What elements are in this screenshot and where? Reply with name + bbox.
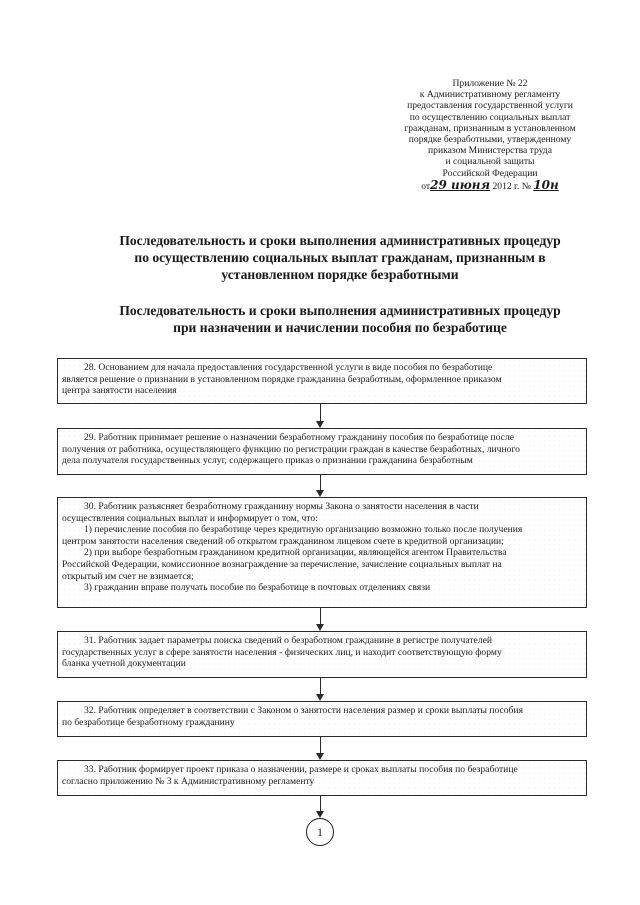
appendix-line: Российской Федерации	[442, 167, 538, 179]
step-line: дела получателя государственных услуг, содержащего приказ о признании гражданина безработным	[62, 455, 473, 467]
appendix-header	[370, 78, 610, 192]
flow-connector	[320, 404, 321, 421]
step-line: центра занятости населения	[62, 385, 177, 397]
arrow-down-icon	[316, 753, 324, 760]
flow-step-30	[57, 497, 587, 608]
date-prefix: от	[421, 180, 431, 192]
appendix-line: и социальной защиты	[445, 156, 535, 168]
handwritten-number: 10н	[533, 177, 559, 192]
flow-connector	[320, 608, 321, 624]
appendix-line: порядке безработными, утвержденному	[408, 134, 572, 146]
title-main	[60, 232, 620, 283]
arrow-down-icon	[316, 624, 324, 631]
flow-step-32	[57, 701, 587, 737]
step-line: центром занятости населения сведений об открытом гражданином лицевом счете в кредитной организации;	[62, 535, 504, 547]
title-sub	[60, 302, 620, 336]
step-line: Российской Федерации, комиссионное вознаграждение за перечисление, зачисление социальных выплат на	[62, 558, 502, 570]
flow-step-28	[57, 358, 587, 404]
flow-connector	[320, 475, 321, 490]
title-line: установленном порядке безработными	[221, 267, 459, 282]
step-line: бланка учетной документации	[62, 658, 186, 670]
step-line: 30. Работник разъясняет безработному гражданину нормы Закона о занятости населения в части	[84, 501, 479, 512]
appendix-date-line	[370, 177, 610, 192]
appendix-line: Приложение № 22	[452, 78, 528, 89]
title-line: при назначении и начислении пособия по безработице	[173, 320, 507, 335]
step-line: по безработице безработному гражданину	[62, 716, 235, 728]
step-line: 28. Основанием для начала предоставления государственной услуги в виде пособия по безработице	[84, 362, 493, 373]
flow-step-31	[57, 631, 587, 678]
flow-connector	[320, 737, 321, 753]
step-line: получения от работника, осуществляющего функцию по регистрации граждан в качестве безработных, личного	[62, 443, 520, 455]
appendix-line: гражданам, признанным в установленном	[404, 122, 576, 134]
flow-step-29	[57, 428, 587, 475]
title-line: Последовательность и сроки выполнения административных процедур	[119, 303, 561, 318]
appendix-line: приказом Министерства труда	[428, 145, 552, 157]
step-line: 33. Работник формирует проект приказа о назначении, размере и сроках выплаты пособия по безработице	[84, 764, 518, 775]
step-line: государственных услуг в сфере занятости населения - физических лиц, и находит соответствующую форму	[62, 646, 502, 658]
flow-step-33	[57, 760, 587, 796]
page-connector	[306, 818, 334, 846]
step-line: 29. Работник принимает решение о назначении безработному гражданину пособия по безработице после	[84, 432, 514, 443]
step-line: 3) гражданин вправе получать пособие по безработице в почтовых отделениях связи	[84, 582, 431, 594]
arrow-down-icon	[316, 811, 324, 818]
arrow-down-icon	[316, 421, 324, 428]
flow-connector	[320, 678, 321, 694]
title-line: по осуществлению социальных выплат гражданам, признанным в	[134, 250, 546, 265]
page-connector-label: 1	[317, 824, 323, 839]
step-line: 32. Работник определяет в соответствии с Законом о занятости населения размер и сроки выплаты пособия	[84, 705, 523, 716]
step-line: 2) при выборе безработным гражданином кредитной организации, являющейся агентом Правительства	[84, 547, 507, 559]
step-line: является решение о признании в установленном порядке гражданина безработным, оформленное приказом	[62, 373, 502, 385]
title-line: Последовательность и сроки выполнения административных процедур	[119, 233, 561, 248]
appendix-line: к Административному регламенту	[419, 89, 561, 101]
arrow-down-icon	[316, 490, 324, 497]
appendix-line: по осуществлению социальных выплат	[409, 111, 571, 123]
step-line: открытый им счет не взимается;	[62, 570, 194, 582]
arrow-down-icon	[316, 694, 324, 701]
step-line: 1) перечисление пособия по безработице через кредитную организацию возможно только после получения	[84, 524, 523, 536]
step-line: 31. Работник задает параметры поиска сведений о безработном гражданине в регистре получателей	[84, 635, 492, 646]
flow-connector	[320, 796, 321, 811]
handwritten-date: 29 июня	[430, 177, 491, 192]
date-year: 2012 г. №	[492, 180, 531, 192]
appendix-line: предоставления государственной услуги	[407, 100, 573, 112]
step-line: осуществления социальных выплат и информирует о том, что:	[62, 512, 318, 524]
step-line: согласно приложению № 3 к Административному регламенту	[62, 775, 315, 787]
